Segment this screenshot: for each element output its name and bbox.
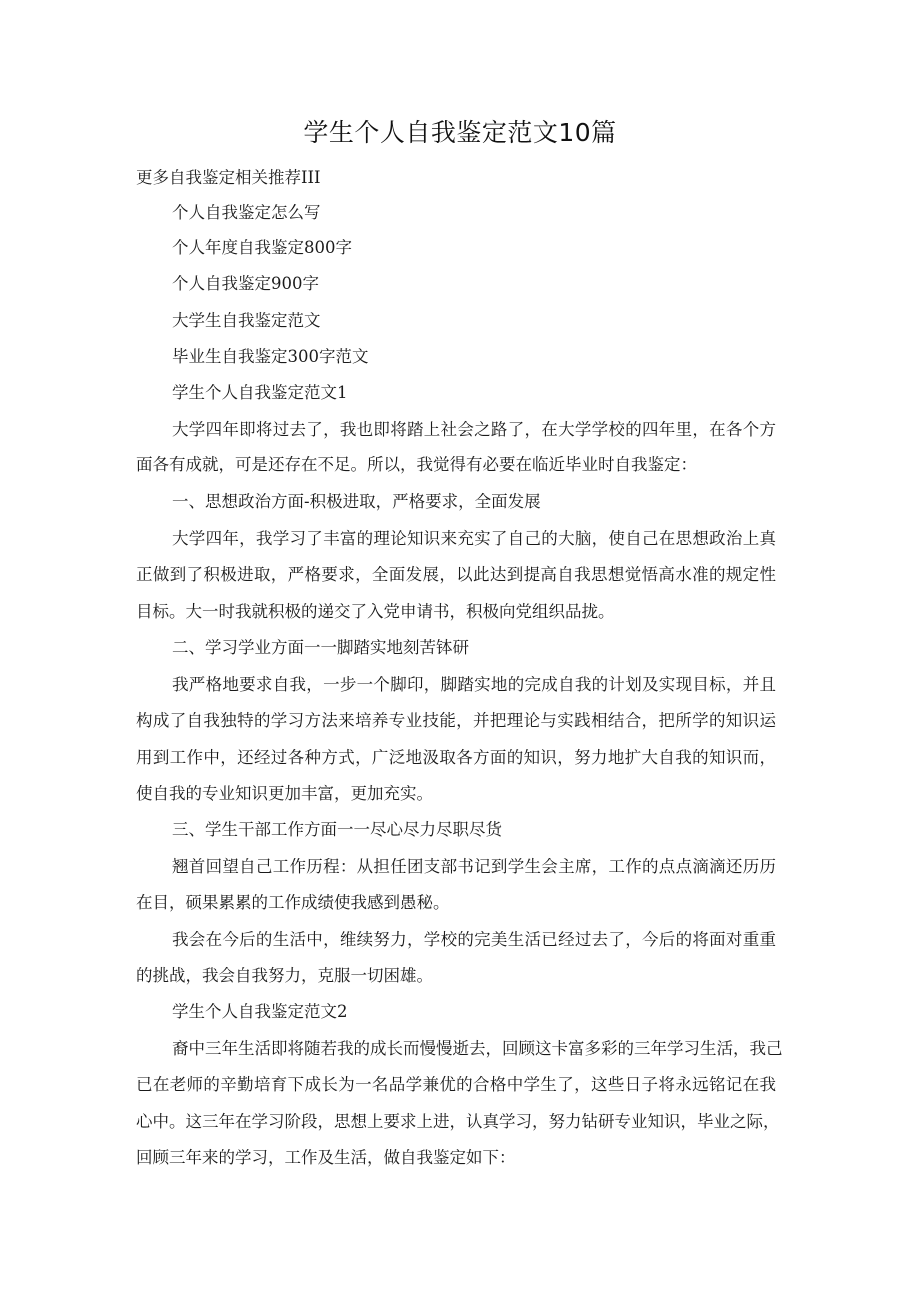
recommend-link-1[interactable]: 个人自我鉴定怎么写	[172, 203, 321, 222]
paragraph-6-line-3: 心中。这三年在学习阶段，思想上要求上进，认真学习，努力钻研专业知识，毕业之际，	[136, 1112, 780, 1131]
recommend-link-4[interactable]: 大学生自我鉴定范文	[172, 311, 321, 330]
subheading-politics: 一、思想政治方面-积极进取，严格要求，全面发展	[172, 492, 541, 511]
paragraph-2-line-2: 正做到了积极进取，严格要求，全面发展，以此达到提高自我思想觉悟高水准的规定性	[136, 565, 776, 584]
paragraph-4-line-2: 在目，硕果累累的工作成绩使我感到愚秘。	[136, 893, 450, 912]
section-heading-2: 学生个人自我鉴定范文2	[172, 1002, 348, 1021]
paragraph-6-line-1: 裔中三年生活即将随若我的成长而慢慢逝去，回顾这卡富多彩的三年学习生活，我己	[172, 1039, 783, 1058]
paragraph-3-line-3: 用到工作中，还经过各种方式，广泛地汲取各方面的知识，努力地扩大自我的知识而，	[136, 748, 776, 767]
paragraph-6-line-2: 已在老师的辛勤培育下成长为一名品学兼优的合格中学生了，这些日子将永远铭记在我	[136, 1075, 776, 1094]
paragraph-6-line-4: 回顾三年来的学习，工作及生活，做自我鉴定如下：	[136, 1148, 516, 1167]
section-heading-1: 学生个人自我鉴定范文1	[172, 383, 348, 402]
recommend-link-5[interactable]: 毕业生自我鉴定300字范文	[172, 347, 369, 366]
recommend-link-3[interactable]: 个人自我鉴定900字	[172, 274, 319, 293]
paragraph-3-line-2: 构成了自我独特的学习方法来培养专业技能，并把理论与实践相结合，把所学的知识运	[136, 711, 776, 730]
paragraph-1-line-2: 面各有成就，可是还存在不足。所以，我觉得有必要在临近毕业时自我鉴定：	[136, 455, 697, 474]
paragraph-4-line-1: 翘首回望自己工作历程：从担任团支部书记到学生会主席，工作的点点滴滴还历历	[172, 857, 776, 876]
paragraph-2-line-3: 目标。大一时我就积极的递交了入党申请书，积极向党组织品拢。	[136, 602, 615, 621]
document-title: 学生个人自我鉴定范文10篇	[303, 118, 617, 147]
paragraph-3-line-4: 使自我的专业知识更加丰富，更加充实。	[136, 784, 433, 803]
recommend-header: 更多自我鉴定相关推荐III	[136, 168, 321, 187]
subheading-work: 三、学生干部工作方面一一尽心尽力尽职尽货	[172, 820, 502, 839]
subheading-study: 二、学习学业方面一一脚踏实地刻苦钵研	[172, 638, 469, 657]
recommend-link-2[interactable]: 个人年度自我鉴定800字	[172, 238, 352, 257]
paragraph-2-line-1: 大学四年，我学习了丰富的理论知识来充实了自己的大脑，使自己在思想政治上真	[172, 529, 776, 548]
paragraph-1-line-1: 大学四年即将过去了，我也即将踏上社会之路了，在大学学校的四年里，在各个方	[172, 420, 776, 439]
paragraph-5-line-1: 我会在今后的生活中，维续努力，学校的完美生活已经过去了，今后的将面对重重	[172, 930, 776, 949]
paragraph-5-line-2: 的挑战，我会自我努力，克服一切困雄。	[136, 966, 433, 985]
paragraph-3-line-1: 我严格地要求自我，一步一个脚印，脚踏实地的完成自我的计划及实现目标，并且	[172, 675, 776, 694]
